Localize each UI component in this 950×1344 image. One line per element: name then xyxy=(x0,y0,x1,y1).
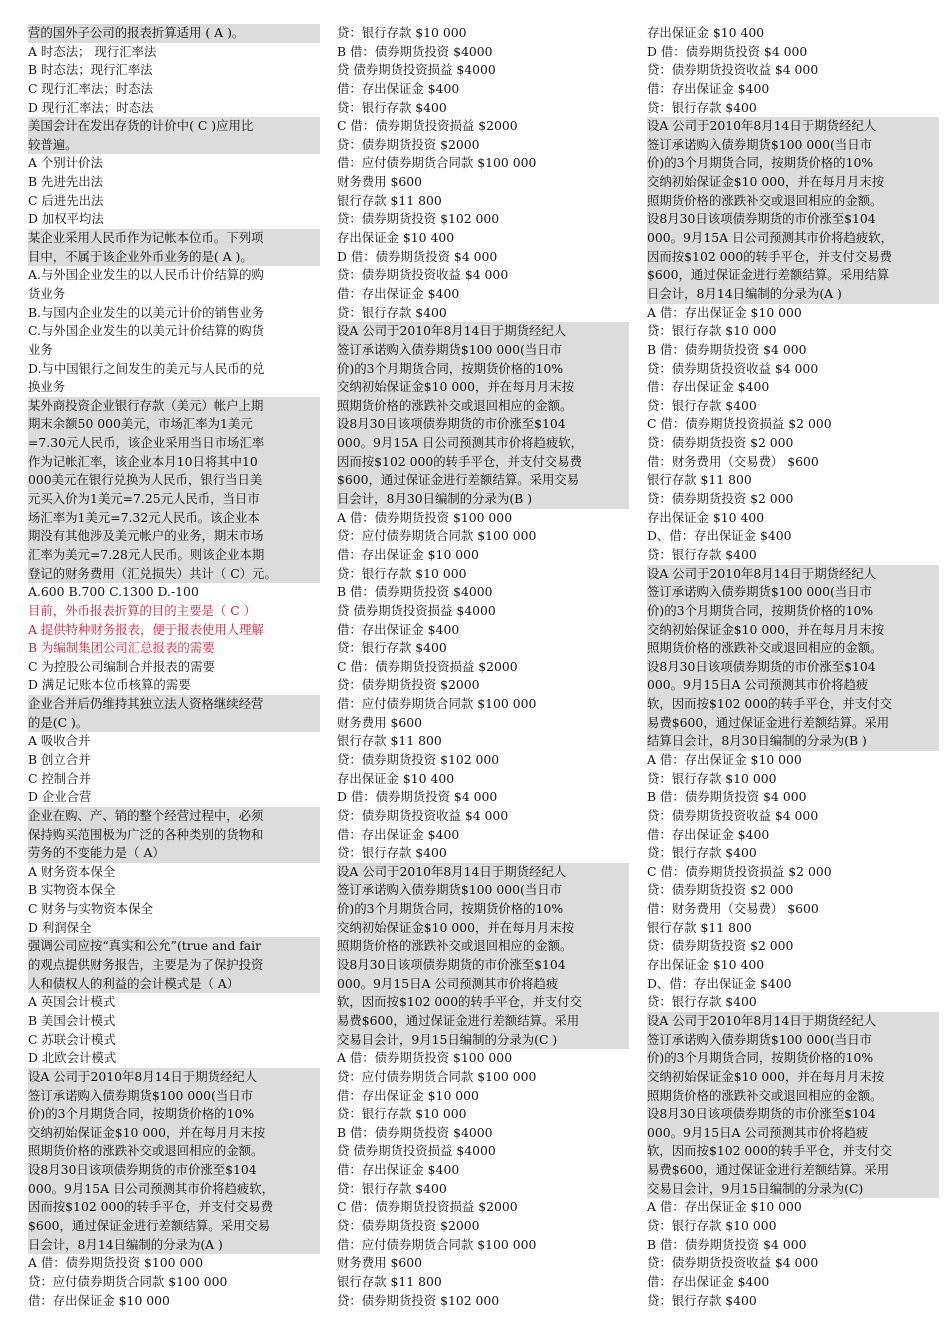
text-line: 贷：银行存款 $400 xyxy=(337,99,447,115)
question-text-line: 000美元在银行兑换为人民币，银行当日美 xyxy=(28,471,320,490)
text-line: C 借：债券期货投资损益 $2000 xyxy=(337,118,518,134)
text-line: 存出保证金 $10 400 xyxy=(337,230,455,246)
text-line: D 企业合营 xyxy=(28,789,92,805)
question-text-line: 日会计，8月30日编制的分录为(B ) xyxy=(337,490,629,509)
text-line: 存出保证金 $10 400 xyxy=(647,509,765,525)
text-line: 财务费用 $600 xyxy=(337,1255,423,1271)
question-text-line: 人和债权人的利益的会计模式是（ A） xyxy=(28,975,320,994)
text-line: 贷：债券期货投资收益 $4 000 xyxy=(647,807,819,823)
text-line: C 苏联会计模式 xyxy=(28,1031,116,1047)
text-line: D 利润保全 xyxy=(28,919,92,935)
question-text-line: 000。9月15日A 公司预测其市价将趋疲 xyxy=(337,975,629,994)
text-line: 贷：债券期货投资 $2 000 xyxy=(647,491,794,507)
text-line: 贷：债券期货投资 $102 000 xyxy=(337,1292,500,1308)
question-text-line: 照期货价格的涨跌补交或退回相应的金额。 xyxy=(647,192,939,211)
text-line: B 实物资本保全 xyxy=(28,882,116,898)
text-line: C 借：债券期货投资损益 $2000 xyxy=(337,658,518,674)
text-line: D、借：存出保证金 $400 xyxy=(647,975,792,991)
question-text-line: 价)的3个月期货合同，按期货价格的10% xyxy=(647,602,939,621)
question-text-line: 易费$600，通过保证金进行差额结算。采用 xyxy=(337,1012,629,1031)
question-text-line: 000。9月15日A 公司预测其市价将趋疲 xyxy=(647,676,939,695)
text-line: 借：存出保证金 $400 xyxy=(337,621,460,637)
text-line: C 借：债券期货投资损益 $2 000 xyxy=(647,863,832,879)
question-text-line: 企业合并后仍维持其独立法人资格继续经营 xyxy=(28,695,320,714)
text-line: 贷：应付债券期货合同款 $100 000 xyxy=(337,1068,537,1084)
question-text-line: 设A 公司于2010年8月14日于期货经纪人 xyxy=(337,322,629,341)
text-line: 贷：债券期货投资收益 $4 000 xyxy=(647,62,819,78)
question-text-line: 交纳初始保证金$10 000，并在每月月末按 xyxy=(647,173,939,192)
text-line: B 借：债券期货投资 $4000 xyxy=(337,43,493,59)
text-line: 银行存款 $11 800 xyxy=(647,472,752,488)
text-line: B 创立合并 xyxy=(28,751,91,767)
text-line: C 财务与实物资本保全 xyxy=(28,901,153,917)
question-text-line: 设8月30日该项债券期货的市价涨至$104 xyxy=(337,415,629,434)
question-text-line: 目中，不属于该企业外币业务的是( A )。 xyxy=(28,248,320,267)
text-line: B 时态法；现行汇率法 xyxy=(28,62,153,78)
text-line: C 控制合并 xyxy=(28,770,91,786)
question-text-line: 汇率为美元=7.28元人民币。则该企业本期 xyxy=(28,546,320,565)
text-line: A 借：债券期货投资 $100 000 xyxy=(337,509,513,525)
highlighted-text-line: B 为编制集团公司汇总报表的需要 xyxy=(28,640,215,656)
question-text-line: 强调公司应按“真实和公允”(true and fair xyxy=(28,937,320,956)
text-line: 借：存出保证金 $10 000 xyxy=(28,1292,170,1308)
text-line: 贷：银行存款 $10 000 xyxy=(647,323,777,339)
question-text-line: 设8月30日该项债券期货的市价涨至$104 xyxy=(647,658,939,677)
question-text-line: 元买入价为1美元=7.25元人民币，当日市 xyxy=(28,490,320,509)
question-text-line: 设8月30日该项债券期货的市价涨至$104 xyxy=(647,1105,939,1124)
question-text-line: 场汇率为1美元=7.32元人民币。该企业本 xyxy=(28,509,320,528)
question-text-line: 签订承诺购入债券期货$100 000(当日市 xyxy=(647,583,939,602)
text-line: 贷：银行存款 $400 xyxy=(337,640,447,656)
text-line: 借：存出保证金 $400 xyxy=(337,826,460,842)
text-line: 贷：债券期货投资 $2000 xyxy=(337,136,480,152)
text-line: 换业务 xyxy=(28,379,66,395)
question-text-line: 设8月30日该项债券期货的市价涨至$104 xyxy=(647,210,939,229)
text-line: D.与中国银行之间发生的美元与人民币的兑 xyxy=(28,360,265,376)
text-line: C 借：债券期货投资损益 $2 000 xyxy=(647,416,832,432)
question-text-line: 签订承诺购入债券期货$100 000(当日市 xyxy=(647,136,939,155)
text-column-1 xyxy=(28,24,320,1310)
question-text-line: 签订承诺购入债券期货$100 000(当日市 xyxy=(28,1087,320,1106)
text-line: A 借：债券期货投资 $100 000 xyxy=(337,1050,513,1066)
text-line: 贷：债券期货投资收益 $4 000 xyxy=(647,360,819,376)
question-text-line: 劳务的不变能力是（ A） xyxy=(28,844,320,863)
question-text-line: 登记的财务费用（汇兑损失）共计（ C）元。 xyxy=(28,565,320,584)
text-line: 银行存款 $11 800 xyxy=(337,1273,442,1289)
question-text-line: $600，通过保证金进行差额结算。采用交易 xyxy=(28,1217,320,1236)
text-line: 借：应付债券期货合同款 $100 000 xyxy=(337,1236,537,1252)
text-line: 贷：债券期货投资 $2000 xyxy=(337,677,480,693)
text-line: B 美国会计模式 xyxy=(28,1012,116,1028)
question-text-line: 的是(C )。 xyxy=(28,714,320,733)
text-line: A 时态法； 现行汇率法 xyxy=(28,43,157,59)
question-text-line: 期没有其他涉及美元帐户的业务，期末市场 xyxy=(28,527,320,546)
text-line: 贷：债券期货投资收益 $4 000 xyxy=(647,1255,819,1271)
text-line: 贷：债券期货投资 $2 000 xyxy=(647,435,794,451)
question-text-line: 因而按$102 000的转手平仓，并支付交易费 xyxy=(28,1198,320,1217)
text-line: 贷：银行存款 $400 xyxy=(647,845,757,861)
question-text-line: 价)的3个月期货合同，按期货价格的10% xyxy=(337,360,629,379)
question-text-line: 设8月30日该项债券期货的市价涨至$104 xyxy=(337,956,629,975)
question-text-line: 价)的3个月期货合同，按期货价格的10% xyxy=(28,1105,320,1124)
text-line: 贷 债券期货投资损益 $4000 xyxy=(337,602,496,618)
question-text-line: 设A 公司于2010年8月14日于期货经纪人 xyxy=(647,117,939,136)
text-line: B 借：债券期货投资 $4 000 xyxy=(647,1236,807,1252)
text-line: 存出保证金 $10 400 xyxy=(337,770,455,786)
text-line: 贷：银行存款 $400 xyxy=(647,397,757,413)
question-text-line: 某外商投资企业银行存款（美元）帐户上期 xyxy=(28,397,320,416)
question-text-line: 美国会计在发出存货的计价中( C )应用比 xyxy=(28,117,320,136)
text-line: 借：存出保证金 $400 xyxy=(647,1273,770,1289)
text-line: 贷：银行存款 $10 000 xyxy=(337,25,467,40)
question-text-line: 000。9月15A 日公司预测其市价将趋疲软， xyxy=(28,1180,320,1199)
text-line: 贷 债券期货投资损益 $4000 xyxy=(337,62,496,78)
text-line: 借：存出保证金 $400 xyxy=(647,379,770,395)
text-line: 贷：债券期货投资 $102 000 xyxy=(337,211,500,227)
text-line: 借：财务费用（交易费） $600 xyxy=(647,901,819,917)
text-line: 贷：银行存款 $10 000 xyxy=(337,565,467,581)
question-text-line: 的观点提供财务报告，主要是为了保护投资 xyxy=(28,956,320,975)
question-text-line: 照期货价格的涨跌补交或退回相应的金额。 xyxy=(337,937,629,956)
text-line: 贷：银行存款 $400 xyxy=(337,845,447,861)
question-text-line: 某企业采用人民币作为记帐本位币。下列项 xyxy=(28,229,320,248)
question-text-line: =7.30元人民币，该企业采用当日市场汇率 xyxy=(28,434,320,453)
text-line: 贷：银行存款 $10 000 xyxy=(647,1218,777,1233)
text-line: B.与国内企业发生的以美元计价的销售业务 xyxy=(28,304,265,320)
question-text-line: 交纳初始保证金$10 000，并在每月月末按 xyxy=(647,621,939,640)
question-text-line: 签订承诺购入债券期货$100 000(当日市 xyxy=(337,881,629,900)
question-text-line: 000。9月15A 日公司预测其市价将趋疲软， xyxy=(647,229,939,248)
question-text-line: 价)的3个月期货合同，按期货价格的10% xyxy=(337,900,629,919)
text-line: 借：存出保证金 $10 000 xyxy=(337,546,479,562)
text-line: 借：应付债券期货合同款 $100 000 xyxy=(337,696,537,712)
question-text-line: 易费$600，通过保证金进行差额结算。采用 xyxy=(647,714,939,733)
question-text-line: 企业在购、产、销的整个经营过程中，必须 xyxy=(28,807,320,826)
text-line: D 借：债券期货投资 $4 000 xyxy=(337,789,498,805)
question-text-line: 设A 公司于2010年8月14日于期货经纪人 xyxy=(337,863,629,882)
question-text-line: 易费$600，通过保证金进行差额结算。采用 xyxy=(647,1161,939,1180)
question-text-line: 软，因而按$102 000的转手平仓，并支付交 xyxy=(647,695,939,714)
text-line: B 借：债券期货投资 $4 000 xyxy=(647,789,807,805)
text-line: A 借：债券期货投资 $100 000 xyxy=(28,1255,204,1271)
text-line: A 借：存出保证金 $10 000 xyxy=(647,1199,802,1215)
text-line: 财务费用 $600 xyxy=(337,174,423,190)
question-text-line: 交纳初始保证金$10 000，并在每月月末按 xyxy=(337,919,629,938)
question-text-line: 交易日会计，9月15日编制的分录为(C ) xyxy=(337,1031,629,1050)
question-text-line: 照期货价格的涨跌补交或退回相应的金额。 xyxy=(647,639,939,658)
question-text-line: 较普遍。 xyxy=(28,136,320,155)
text-line: 贷：银行存款 $10 000 xyxy=(647,770,777,786)
text-line: 货业务 xyxy=(28,285,66,301)
question-text-line: 软，因而按$102 000的转手平仓，并支付交 xyxy=(337,993,629,1012)
question-text-line: 交纳初始保证金$10 000，并在每月月末按 xyxy=(28,1124,320,1143)
text-line: C 为控股公司编制合并报表的需要 xyxy=(28,658,215,674)
question-text-line: 000。9月15A 日公司预测其市价将趋疲软， xyxy=(337,434,629,453)
text-line: 贷：银行存款 $400 xyxy=(337,304,447,320)
question-text-line: 设A 公司于2010年8月14日于期货经纪人 xyxy=(647,1012,939,1031)
text-line: D 借：债券期货投资 $4 000 xyxy=(647,43,808,59)
text-line: 贷：债券期货投资 $2000 xyxy=(337,1218,480,1233)
question-text-line: 设A 公司于2010年8月14日于期货经纪人 xyxy=(28,1068,320,1087)
question-text-line: $600，通过保证金进行差额结算。采用结算 xyxy=(647,266,939,285)
text-line: 贷：债券期货投资 $2 000 xyxy=(647,882,794,898)
text-line: 贷：银行存款 $400 xyxy=(647,99,757,115)
text-line: 银行存款 $11 800 xyxy=(647,919,752,935)
text-line: A 英国会计模式 xyxy=(28,994,116,1010)
text-line: 贷 债券期货投资损益 $4000 xyxy=(337,1143,496,1159)
question-text-line: 营的国外子公司的报表折算适用 ( A )。 xyxy=(28,24,320,43)
text-line: D 满足记账本位币核算的需要 xyxy=(28,677,191,693)
question-text-line: $600，通过保证金进行差额结算。采用交易 xyxy=(337,471,629,490)
text-line: 借：存出保证金 $400 xyxy=(337,285,460,301)
text-line: D 北欧会计模式 xyxy=(28,1050,117,1066)
text-line: 贷：银行存款 $400 xyxy=(337,1180,447,1196)
question-text-line: 签订承诺购入债券期货$100 000(当日市 xyxy=(647,1031,939,1050)
question-text-line: 因而按$102 000的转手平仓，并支付交易费 xyxy=(337,453,629,472)
question-text-line: 日会计，8月14日编制的分录为(A ) xyxy=(28,1236,320,1255)
text-line: 贷：银行存款 $400 xyxy=(647,994,757,1010)
text-line: 贷：银行存款 $400 xyxy=(647,1292,757,1308)
text-line: D 加权平均法 xyxy=(28,211,104,227)
text-line: C 现行汇率法；时态法 xyxy=(28,80,153,96)
text-line: 借：财务费用（交易费） $600 xyxy=(647,453,819,469)
question-text-line: 因而按$102 000的转手平仓，并支付交易费 xyxy=(647,248,939,267)
question-text-line: 签订承诺购入债券期货$100 000(当日市 xyxy=(337,341,629,360)
text-line: 借：存出保证金 $400 xyxy=(337,1162,460,1178)
text-line: B 先进先出法 xyxy=(28,174,103,190)
text-line: D、借：存出保证金 $400 xyxy=(647,528,792,544)
question-text-line: 000。9月15日A 公司预测其市价将趋疲 xyxy=(647,1124,939,1143)
highlighted-text-line: 目前，外币报表折算的目的主要是（ C ） xyxy=(28,602,256,618)
text-line: A 个别计价法 xyxy=(28,155,103,171)
question-text-line: 保持购买范围极为广泛的各种类别的货物和 xyxy=(28,826,320,845)
text-line: D 借：债券期货投资 $4 000 xyxy=(337,248,498,264)
text-line: 借：存出保证金 $10 000 xyxy=(337,1087,479,1103)
text-line: 贷：应付债券期货合同款 $100 000 xyxy=(28,1273,228,1289)
text-line: 贷：银行存款 $10 000 xyxy=(337,1106,467,1122)
question-text-line: 价)的3个月期货合同，按期货价格的10% xyxy=(647,154,939,173)
text-line: 银行存款 $11 800 xyxy=(337,733,442,749)
text-line: 银行存款 $11 800 xyxy=(337,192,442,208)
question-text-line: 交易日会计，9月15日编制的分录为(C) xyxy=(647,1180,939,1199)
question-text-line: 交纳初始保证金$10 000，并在每月月末按 xyxy=(337,378,629,397)
question-text-line: 交纳初始保证金$10 000，并在每月月末按 xyxy=(647,1068,939,1087)
text-line: 业务 xyxy=(28,341,53,357)
text-line: A.600 B.700 C.1300 D.-100 xyxy=(28,584,199,600)
question-text-line: 作为记帐汇率，该企业本月10日将其中10 xyxy=(28,453,320,472)
text-line: C.与外国企业发生的以美元计价结算的购货 xyxy=(28,323,265,339)
text-line: 贷：应付债券期货合同款 $100 000 xyxy=(337,528,537,544)
question-text-line: 期末余额50 000美元，市场汇率为1美元 xyxy=(28,415,320,434)
text-line: 贷：债券期货投资收益 $4 000 xyxy=(337,267,509,283)
text-line: A 借：存出保证金 $10 000 xyxy=(647,304,802,320)
text-line: A 财务资本保全 xyxy=(28,863,116,879)
question-text-line: 照期货价格的涨跌补交或退回相应的金额。 xyxy=(28,1142,320,1161)
question-text-line: 日会计，8月14日编制的分录为(A ) xyxy=(647,285,939,304)
text-line: A 吸收合并 xyxy=(28,733,91,749)
text-line: A 借：存出保证金 $10 000 xyxy=(647,751,802,767)
question-text-line: 价)的3个月期货合同，按期货价格的10% xyxy=(647,1049,939,1068)
question-text-line: 软，因而按$102 000的转手平仓，并支付交 xyxy=(647,1142,939,1161)
text-line: A.与外国企业发生的以人民币计价结算的购 xyxy=(28,267,264,283)
text-line: B 借：债券期货投资 $4000 xyxy=(337,1124,493,1140)
text-line: 财务费用 $600 xyxy=(337,714,423,730)
text-line: 贷：债券期货投资收益 $4 000 xyxy=(337,807,509,823)
question-text-line: 照期货价格的涨跌补交或退回相应的金额。 xyxy=(337,397,629,416)
text-line: 存出保证金 $10 400 xyxy=(647,25,765,40)
text-line: D 现行汇率法；时态法 xyxy=(28,99,154,115)
text-line: B 借：债券期货投资 $4000 xyxy=(337,584,493,600)
text-line: 借：存出保证金 $400 xyxy=(337,80,460,96)
question-text-line: 照期货价格的涨跌补交或退回相应的金额。 xyxy=(647,1087,939,1106)
text-line: C 后进先出法 xyxy=(28,192,104,208)
text-column-3 xyxy=(647,24,939,1310)
text-line: 贷：债券期货投资 $2 000 xyxy=(647,938,794,954)
text-line: C 借：债券期货投资损益 $2000 xyxy=(337,1199,518,1215)
text-line: B 借：债券期货投资 $4 000 xyxy=(647,341,807,357)
text-line: 借：存出保证金 $400 xyxy=(647,80,770,96)
question-text-line: 结算日会计，8月30日编制的分录为(B ) xyxy=(647,732,939,751)
question-text-line: 设A 公司于2010年8月14日于期货经纪人 xyxy=(647,565,939,584)
question-text-line: 设8月30日该项债券期货的市价涨至$104 xyxy=(28,1161,320,1180)
text-line: 贷：银行存款 $400 xyxy=(647,546,757,562)
text-column-2 xyxy=(337,24,629,1310)
text-line: 存出保证金 $10 400 xyxy=(647,957,765,973)
text-line: 借：应付债券期货合同款 $100 000 xyxy=(337,155,537,171)
text-line: 借：存出保证金 $400 xyxy=(647,826,770,842)
highlighted-text-line: A 提供特种财务报表，便于报表使用人理解 xyxy=(28,621,264,637)
text-line: 贷：债券期货投资 $102 000 xyxy=(337,751,500,767)
